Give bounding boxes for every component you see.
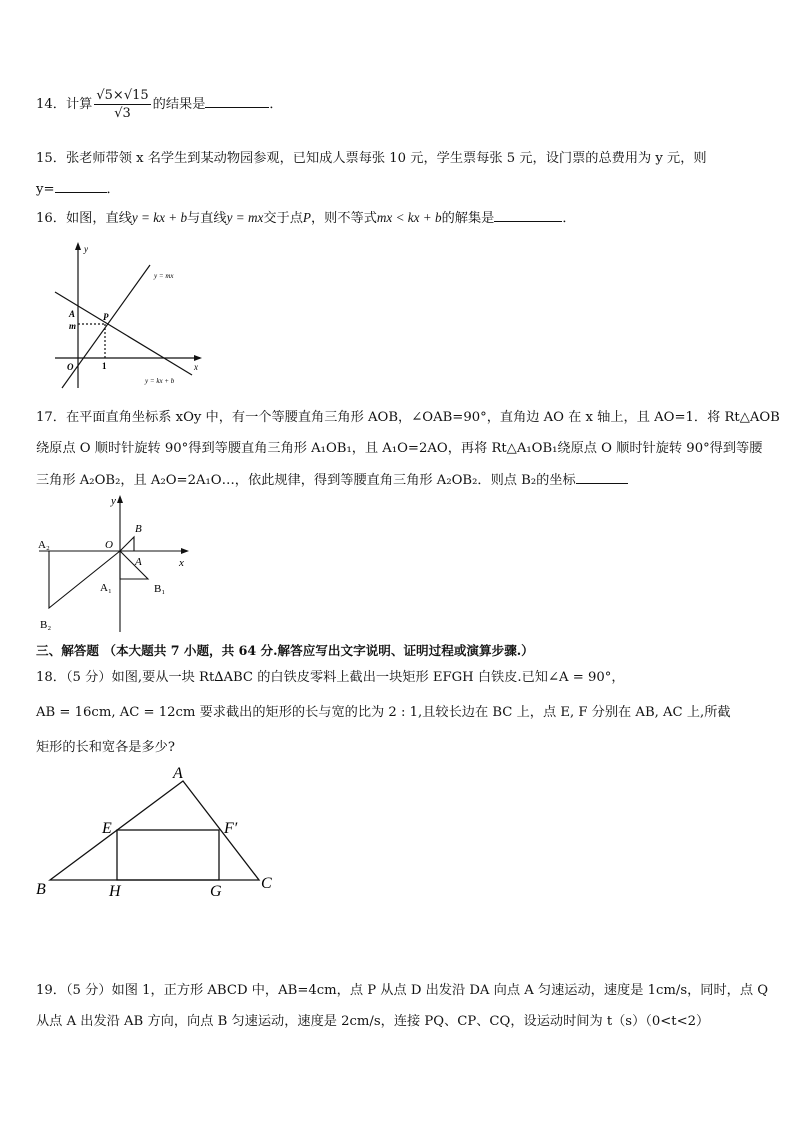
section3-note: （本大题共 7 小题，共 64 分.解答应写出文字说明、证明过程或演算步骤.） — [103, 643, 534, 658]
q17-triangle-A1OB1 — [120, 551, 148, 579]
q16-point: P — [302, 210, 311, 225]
q16-label-x: x — [194, 362, 198, 372]
q14-fraction — [94, 88, 150, 121]
q15-end: ． — [106, 182, 120, 197]
q18-label-H: H — [109, 883, 121, 900]
q18-label-A: A — [173, 765, 183, 782]
q14-num-a: √5 — [96, 88, 113, 103]
q16-label-y: y — [84, 244, 88, 254]
q17-triangle-A2OB2 — [49, 551, 120, 608]
q17-label-O: O — [105, 539, 113, 551]
section3-heading — [36, 640, 534, 659]
q18-line1: 18．（5 分）如图,要从一块 Rt∆ABC 的白铁皮零料上截出一块矩形 EFGH 白铁皮.已知∠A = 90°， — [36, 670, 625, 685]
q16-y-arrow — [75, 242, 81, 250]
q17-line3-text: 三角形 A₂OB₂，且 A₂O=2A₁O…，依此规律，得到等腰直角三角形 A₂OB₂．则点 B₂的坐标 — [36, 473, 576, 488]
q18-rectangle-EFGH — [117, 830, 219, 880]
q16-label-P: P — [103, 312, 109, 322]
q18-label-B: B — [36, 881, 46, 898]
q17-answer-blank[interactable] — [576, 471, 628, 484]
q14-line — [36, 88, 283, 121]
q14-suffix: 的结果是 — [152, 97, 206, 112]
q14-num-b: √15 — [123, 88, 149, 103]
q17-y-arrow — [117, 495, 123, 503]
q17-line2: 绕原点 O 顺时针旋转 90°得到等腰直角三角形 A₁OB₁，且 A₁O=2AO，再将 Rt△A₁OB₁绕原点 O 顺时针旋转 90°得到等腰 — [36, 441, 763, 456]
q18-line2: AB = 16cm, AC = 12cm 要求截出的矩形的长与宽的比为 2 : 1,且较长边在 BC 上，点 E, F 分别在 AB, AC 上,所截 — [36, 705, 731, 720]
q14-times: × — [112, 88, 124, 103]
q17-label-B2: B₂ — [40, 619, 52, 631]
q18-figure — [34, 762, 284, 900]
q17-label-x: x — [179, 557, 184, 569]
q16-mid1: 与直线 — [187, 211, 227, 226]
q16-ineq: mx < kx + b — [376, 210, 442, 225]
q16-label-1: 1 — [102, 361, 107, 371]
q16-x-arrow — [194, 355, 202, 361]
q17-figure — [36, 492, 196, 637]
section3-title: 三、解答题 — [36, 643, 99, 658]
q18-label-C: C — [261, 875, 272, 892]
q16-mid3: ，则不等式 — [310, 211, 377, 226]
q15-answer-blank[interactable] — [55, 180, 107, 193]
q14-end: ． — [269, 97, 283, 112]
q16-label-mx: y = mx — [154, 272, 174, 280]
q16-prefix: 16．如图，直线 — [36, 211, 132, 226]
q18-line3: 矩形的长和宽各是多少? — [36, 740, 175, 755]
q17-label-B1: B₁ — [154, 583, 166, 595]
q17-label-B: B — [135, 523, 142, 535]
q17-triangle-AOB — [120, 537, 134, 551]
q16-end: ． — [562, 211, 576, 226]
q16-figure — [50, 240, 210, 390]
q18-label-E: E — [102, 820, 112, 837]
q17-line1: 17．在平面直角坐标系 xOy 中，有一个等腰直角三角形 AOB，∠OAB=90°，直角边 AO 在 x 轴上，且 AO=1．将 Rt△AOB — [36, 410, 780, 425]
q16-answer-blank[interactable] — [494, 209, 562, 222]
q14-den: √3 — [114, 106, 131, 121]
q15-line1: 15．张老师带领 x 名学生到某动物园参观，已知成人票每张 10 元，学生票每张 5 元，设门票的总费用为 y 元，则 — [36, 151, 707, 166]
q16-line-kxb — [55, 292, 192, 375]
q15-line2 — [36, 178, 120, 197]
q16-eq1: y = kx + b — [131, 210, 188, 225]
q16-eq2: y = mx — [226, 210, 264, 225]
q16-line — [36, 207, 576, 226]
q14-prefix: 14．计算 — [36, 97, 93, 112]
q16-label-A: A — [69, 309, 76, 319]
q16-label-m: m — [69, 321, 77, 331]
q19-line2: 从点 A 出发沿 AB 方向，向点 B 匀速运动，速度是 2cm/s，连接 PQ、CP、CQ，设运动时间为 t（s）（0<t<2） — [36, 1014, 710, 1029]
q17-x-arrow — [181, 548, 189, 554]
q17-line3 — [36, 469, 628, 488]
q17-label-A: A — [135, 556, 142, 568]
q18-label-F: F′ — [224, 820, 238, 837]
q16-label-O: O — [67, 362, 74, 372]
q15-y-prefix: y= — [36, 182, 55, 197]
q14-answer-blank[interactable] — [205, 95, 269, 108]
q19-line1: 19．（5 分）如图 1，正方形 ABCD 中，AB=4cm，点 P 从点 D 出发沿 DA 向点 A 匀速运动，速度是 1cm/s，同时，点 Q — [36, 983, 769, 998]
q17-label-A2: A₂ — [38, 539, 50, 551]
q16-mid2: 交于点 — [263, 211, 303, 226]
q16-suffix: 的解集是 — [441, 211, 495, 226]
q17-label-A1: A₁ — [100, 582, 112, 594]
q18-label-G: G — [210, 883, 222, 900]
q17-label-y: y — [111, 495, 116, 507]
q16-label-kxb: y = kx + b — [145, 377, 175, 385]
